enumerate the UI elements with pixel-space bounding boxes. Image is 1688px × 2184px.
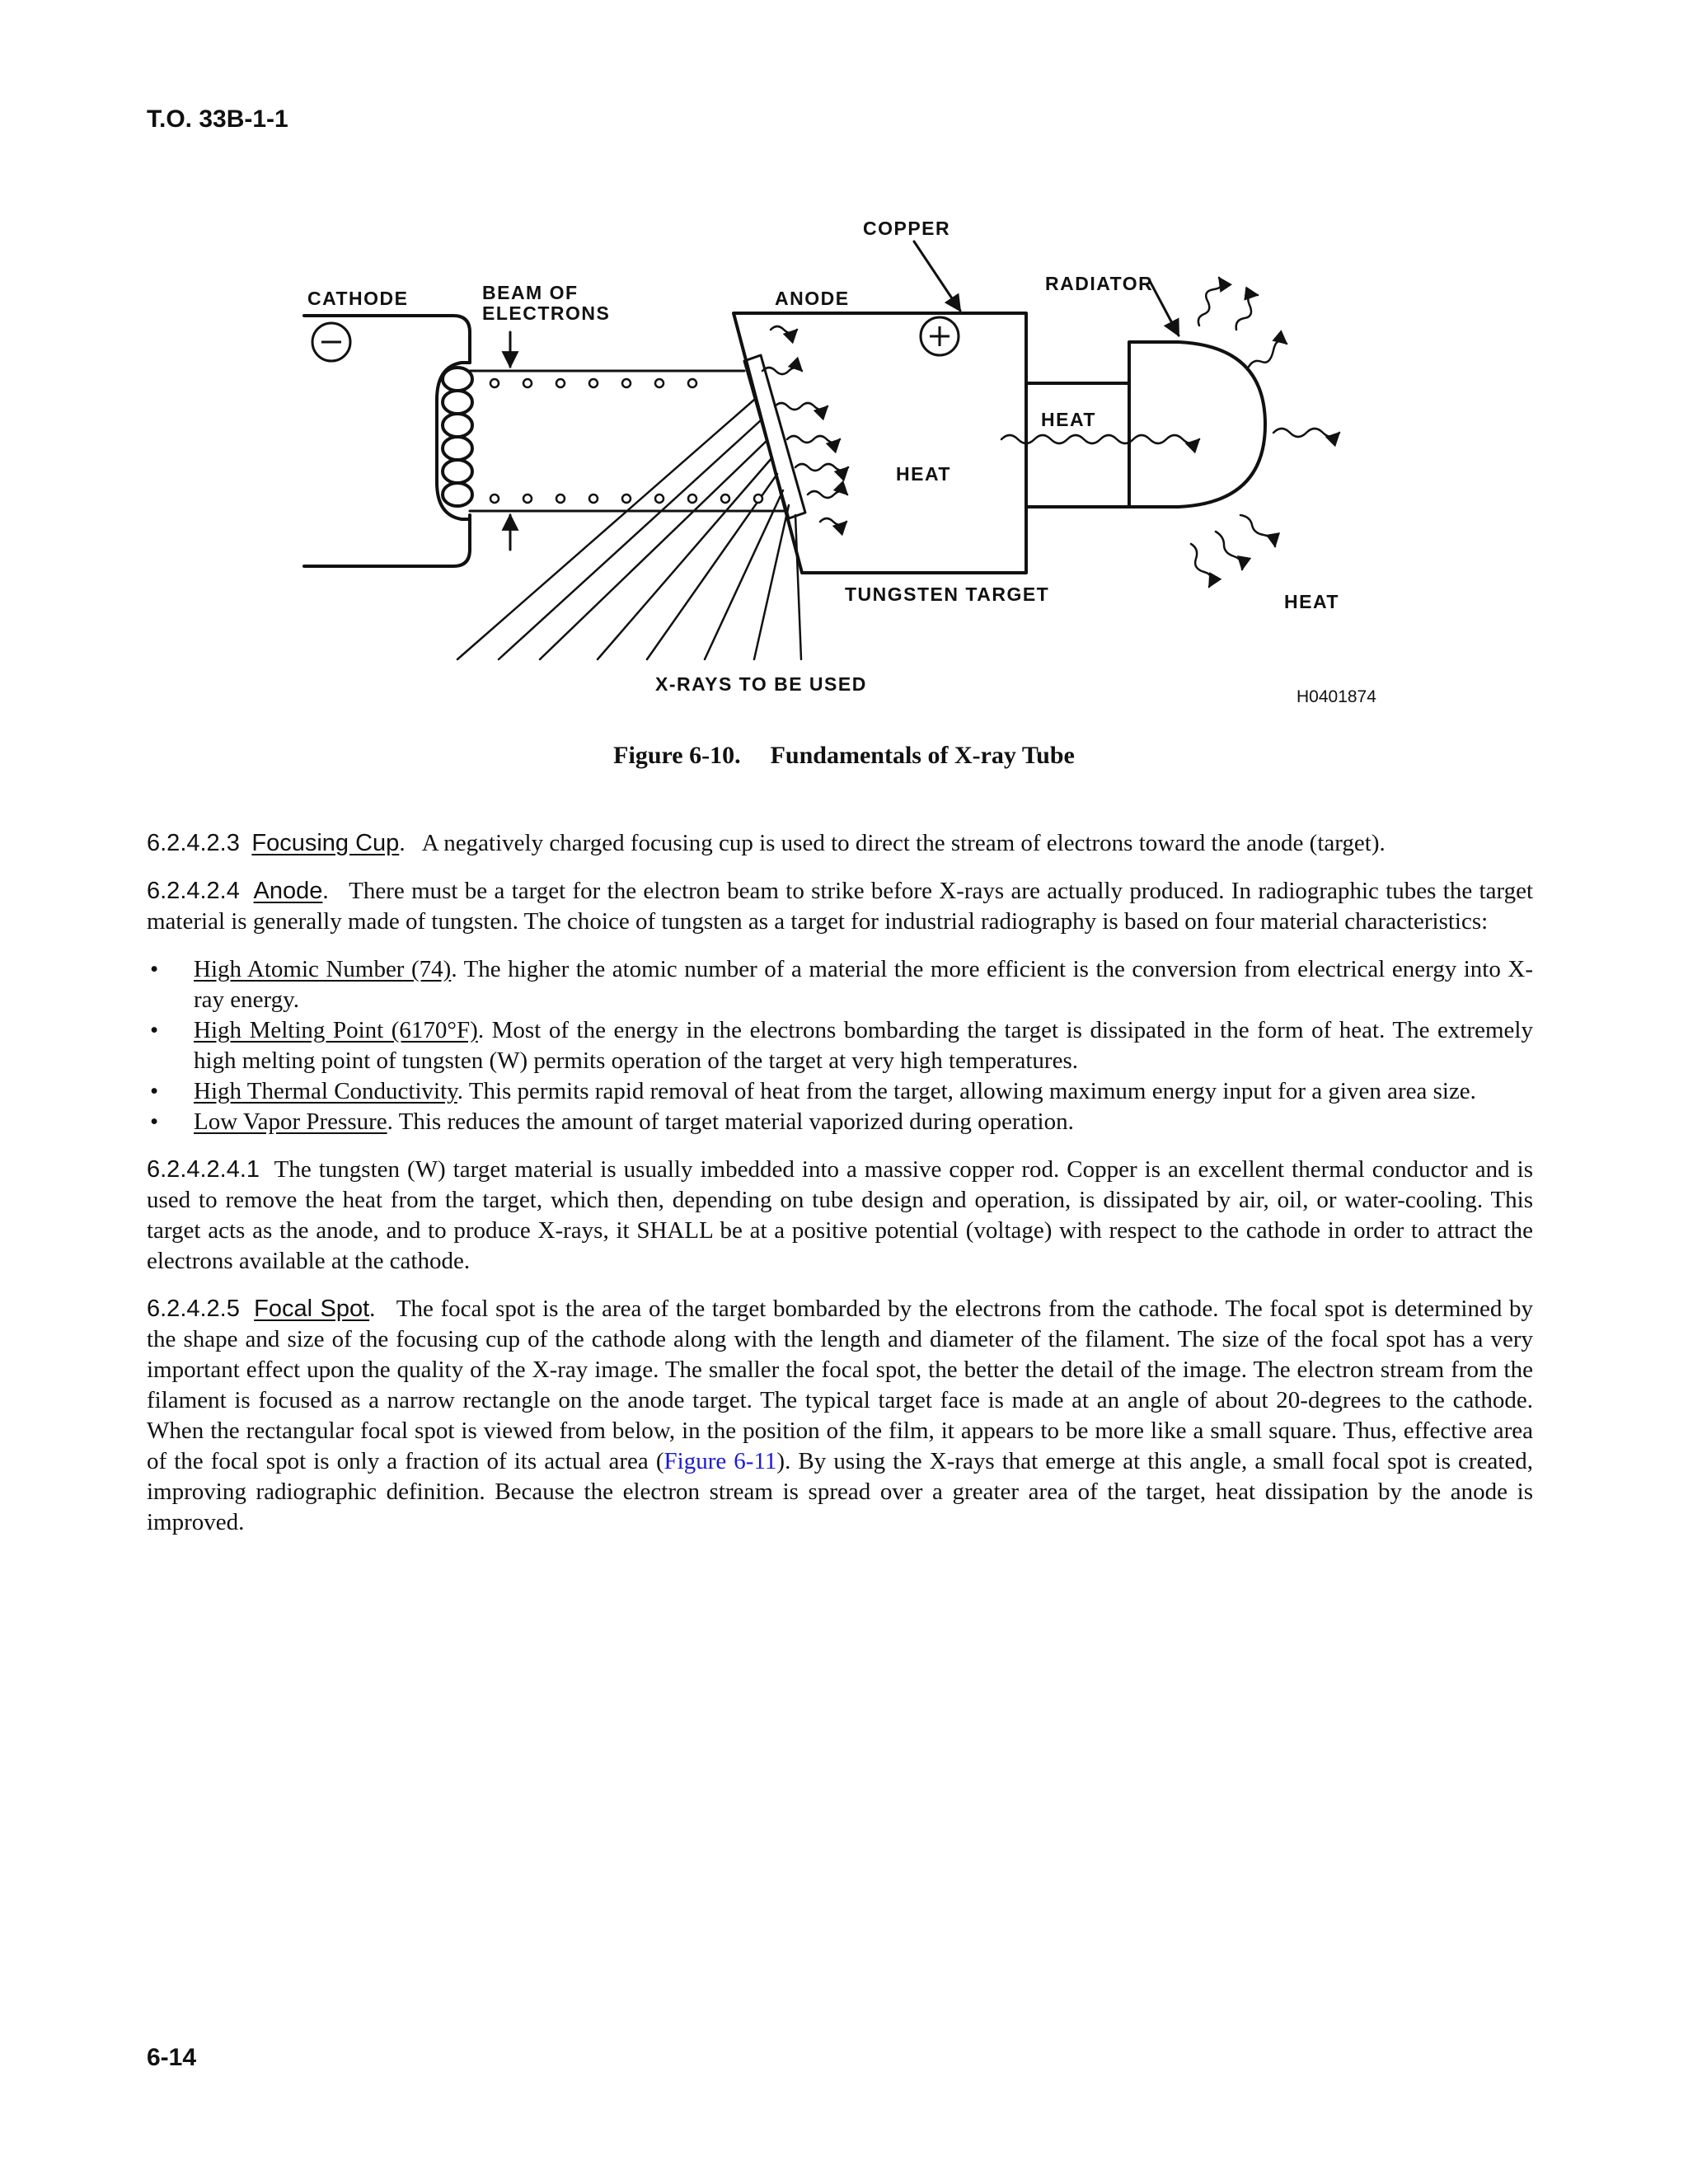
label-beam-line1: BEAM OF <box>482 282 579 303</box>
section-tungsten-rod <box>147 1155 1533 1277</box>
list-item-term: High Thermal Conductivity <box>194 1078 457 1104</box>
bullet-icon: • <box>150 1108 159 1135</box>
section-number: 6.2.4.2.4.1 <box>147 1156 260 1183</box>
label-beam-line2: ELECTRONS <box>482 302 611 324</box>
section-heading: Focal Spot <box>254 1296 370 1322</box>
section-number: 6.2.4.2.4 <box>147 878 240 904</box>
characteristics-list <box>147 954 1533 1137</box>
label-xrays: X-RAYS TO BE USED <box>655 673 867 695</box>
bullet-icon: • <box>150 956 159 982</box>
figure-number: Figure 6-10. <box>613 742 741 769</box>
section-focusing-cup: 6.2.4.2.3 Focusing Cup. A negatively charged focusing cup is used to direct the stream of electrons toward the anode (target). <box>147 830 1386 856</box>
list-item-text: . The higher the atomic number of a material the more efficient is the conversion from electrical energy into X-ray energy. <box>194 956 1533 1013</box>
label-radiator: RADIATOR <box>1045 273 1154 294</box>
list-item <box>147 1076 1533 1107</box>
bullet-icon: • <box>150 1017 159 1043</box>
bullet-icon: • <box>150 1078 159 1104</box>
list-item-term: Low Vapor Pressure <box>194 1108 387 1135</box>
list-item-text: . Most of the energy in the electrons bombarding the target is dissipated in the form of heat. The extremely high melting point of tungsten (W) permits operation of the target at very high temperatures. <box>194 1017 1533 1074</box>
filament-coil <box>443 368 472 506</box>
section-focal-spot: 6.2.4.2.5 Focal Spot. The focal spot is the area of the target bombarded by the electrons from the cathode. The focal spot is determined by the shape and size of the focusing cup of the cathode along with the length and diameter of the filament. The size of the focal spot has a very important effect upon the quality of the X-ray image. The smaller the focal spot, the better the detail of the image. The electron stream from the filament is focused as a narrow rectangle on the anode target. The typical target face is made at an angle of about 20-degrees to the cathode. When the rectangular focal spot is viewed from below, in the position of the film, it appears to be more like a small square. Thus, effective area of the focal spot is only a fraction of its actual area (Figure 6-11). By using the X-rays that emerge at this angle, a small focal spot is created, improving radiographic definition. Because the electron stream is spread over a greater area of the target, heat dissipation by the anode is improved. <box>147 1296 1534 1535</box>
xray-tube-figure <box>293 210 1414 713</box>
label-cathode: CATHODE <box>307 288 409 309</box>
label-tungsten-target: TUNGSTEN TARGET <box>845 583 1050 605</box>
list-item <box>147 954 1533 1015</box>
list-item-term: High Melting Point (6170°F) <box>194 1017 478 1043</box>
label-heat-stem: HEAT <box>1041 409 1096 430</box>
figure-id-label: H0401874 <box>1296 687 1376 706</box>
section-heading: Anode <box>253 878 323 904</box>
section-text: The tungsten (W) target material is usually imbedded into a massive copper rod. Copper is an excellent thermal conductor and is used to remove the heat from the target, which then, depending on tube design and operation, is dissipated by air, oil, or water-cooling. This target acts as the anode, and to produce X-rays, it SHALL be at a positive potential (voltage) with respect to the cathode in order to attract the electrons available at the cathode. <box>147 1156 1533 1274</box>
label-heat-outer: HEAT <box>1284 591 1339 612</box>
section-text: A negatively charged focusing cup is used to direct the stream of electrons toward the anode (target). <box>421 830 1386 856</box>
heat-waves-anode <box>762 326 848 525</box>
section-number: 6.2.4.2.3 <box>147 830 240 856</box>
list-item-text: . This reduces the amount of target material vaporized during operation. <box>387 1108 1074 1135</box>
section-text: There must be a target for the electron beam to strike before X-rays are actually produced. In radiographic tubes the target material is generally made of tungsten. The choice of tungsten as a target for industrial radiography is based on four material characteristics: <box>147 878 1534 935</box>
heat-waves-stem <box>1001 435 1199 443</box>
anode-body <box>734 313 1265 573</box>
document-id-header: T.O. 33B-1-1 <box>147 105 288 133</box>
xray-tube-diagram <box>293 210 1414 713</box>
list-item <box>147 1107 1533 1137</box>
list-item-text: . This permits rapid removal of heat from the target, allowing maximum energy input for a given area size. <box>457 1078 1476 1104</box>
label-copper: COPPER <box>863 218 951 239</box>
list-item-term: High Atomic Number (74) <box>194 956 452 982</box>
label-heat-anode: HEAT <box>896 463 951 485</box>
figure-6-11-link[interactable]: Figure 6-11 <box>663 1448 777 1474</box>
label-anode: ANODE <box>775 288 850 309</box>
section-text-continued: ). By using the X-rays that emerge at this angle, a small focal spot is created, improving radiographic definition. Because the electron stream is spread over a greater area of the target, heat dissipation by the anode is improved. <box>147 1448 1534 1535</box>
section-heading: Focusing Cup <box>251 830 400 856</box>
figure-caption <box>0 742 1688 770</box>
list-item <box>147 1015 1533 1076</box>
figure-title: Fundamentals of X-ray Tube <box>770 742 1075 769</box>
section-number: 6.2.4.2.5 <box>147 1296 240 1322</box>
document-body <box>147 828 1533 1555</box>
page-number: 6-14 <box>147 2044 197 2071</box>
section-anode: 6.2.4.2.4 Anode. There must be a target for the electron beam to strike before X-rays are actually produced. In radiographic tubes the target material is generally made of tungsten. The choice of tungsten as a target for industrial radiography is based on four material characteristics: <box>147 878 1534 935</box>
section-text: The focal spot is the area of the target bombarded by the electrons from the cathode. The focal spot is determined by the shape and size of the focusing cup of the cathode along with the length and diameter of the filament. The size of the focal spot has a very important effect upon the quality of the X-ray image. The smaller the focal spot, the better the detail of the image. The electron stream from the filament is focused as a narrow rectangle on the anode target. The typical target face is made at an angle of about 20-degrees to the cathode. When the rectangular focal spot is viewed from below, in the position of the film, it appears to be more like a small square. Thus, effective area of the focal spot is only a fraction of its actual area ( <box>147 1296 1533 1474</box>
